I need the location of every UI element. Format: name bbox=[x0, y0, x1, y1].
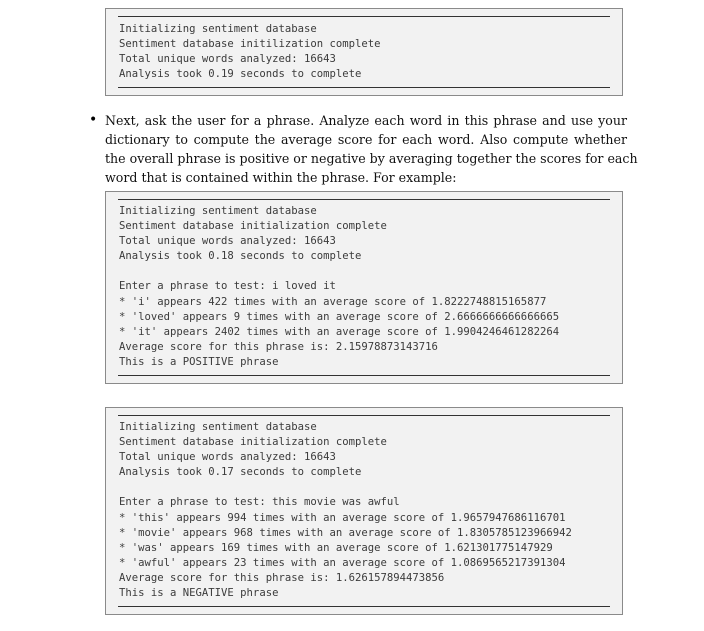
top-rule bbox=[118, 415, 610, 416]
code-line: Total unique words analyzed: 16643 bbox=[119, 451, 336, 464]
bottom-rule bbox=[118, 375, 610, 376]
code-line bbox=[119, 480, 616, 495]
top-rule bbox=[118, 199, 610, 200]
code-line: * 'was' appears 169 times with an average score of 1.621301775147929 bbox=[119, 541, 553, 554]
code-line: Sentiment database initialization complete bbox=[119, 220, 387, 233]
code-line: Sentiment database initialization complete bbox=[119, 436, 387, 449]
code-line: Initializing sentiment database bbox=[119, 421, 317, 433]
code-output-box-3 bbox=[105, 407, 623, 615]
code-line: Analysis took 0.17 seconds to complete bbox=[119, 466, 362, 479]
code-output-box-2 bbox=[105, 191, 623, 384]
code-line: Initializing sentiment database bbox=[119, 23, 317, 35]
code-output-box-1 bbox=[105, 8, 623, 96]
code-line bbox=[119, 264, 616, 279]
code-line: * 'it' appears 2402 times with an average score of 1.9904246461282264 bbox=[119, 325, 560, 338]
code-line: This is a POSITIVE phrase bbox=[119, 355, 279, 368]
bottom-rule bbox=[118, 606, 610, 607]
code-line: Analysis took 0.18 seconds to complete bbox=[119, 250, 362, 263]
paragraph-line: the overall phrase is positive or negative by averaging together the scores for each bbox=[105, 151, 638, 166]
code-line: Average score for this phrase is: 2.15978873143716 bbox=[119, 340, 438, 353]
code-line: Enter a phrase to test: this movie was awful bbox=[119, 496, 400, 509]
code-line: Total unique words analyzed: 16643 bbox=[119, 53, 336, 66]
code-line: This is a NEGATIVE phrase bbox=[119, 587, 279, 600]
bottom-rule bbox=[118, 87, 610, 88]
code-line: * 'movie' appears 968 times with an average score of 1.8305785123966942 bbox=[119, 526, 572, 539]
code-line: Initializing sentiment database bbox=[119, 205, 317, 217]
top-rule bbox=[118, 16, 610, 17]
code-line: * 'i' appears 422 times with an average score of 1.8222748815165877 bbox=[119, 295, 547, 308]
code-line: Average score for this phrase is: 1.626157894473856 bbox=[119, 571, 445, 584]
code-line: * 'loved' appears 9 times with an average score of 2.6666666666666665 bbox=[119, 310, 560, 323]
code-line: * 'this' appears 994 times with an average score of 1.9657947686116701 bbox=[119, 511, 566, 524]
bullet-dot-icon: • bbox=[89, 112, 98, 128]
code-line: Total unique words analyzed: 16643 bbox=[119, 235, 336, 248]
paragraph-line: dictionary to compute the average score for each word. Also compute whether bbox=[105, 132, 627, 147]
paragraph-line: Next, ask the user for a phrase. Analyze each word in this phrase and use your bbox=[105, 113, 627, 128]
bullet-paragraph bbox=[105, 111, 638, 187]
code-line: * 'awful' appears 23 times with an average score of 1.0869565217391304 bbox=[119, 556, 566, 569]
code-line: Analysis took 0.19 seconds to complete bbox=[119, 68, 362, 81]
code-line: Enter a phrase to test: i loved it bbox=[119, 280, 336, 293]
code-line: Sentiment database initilization complete bbox=[119, 38, 381, 51]
paragraph-line: word that is contained within the phrase. For example: bbox=[105, 170, 457, 185]
